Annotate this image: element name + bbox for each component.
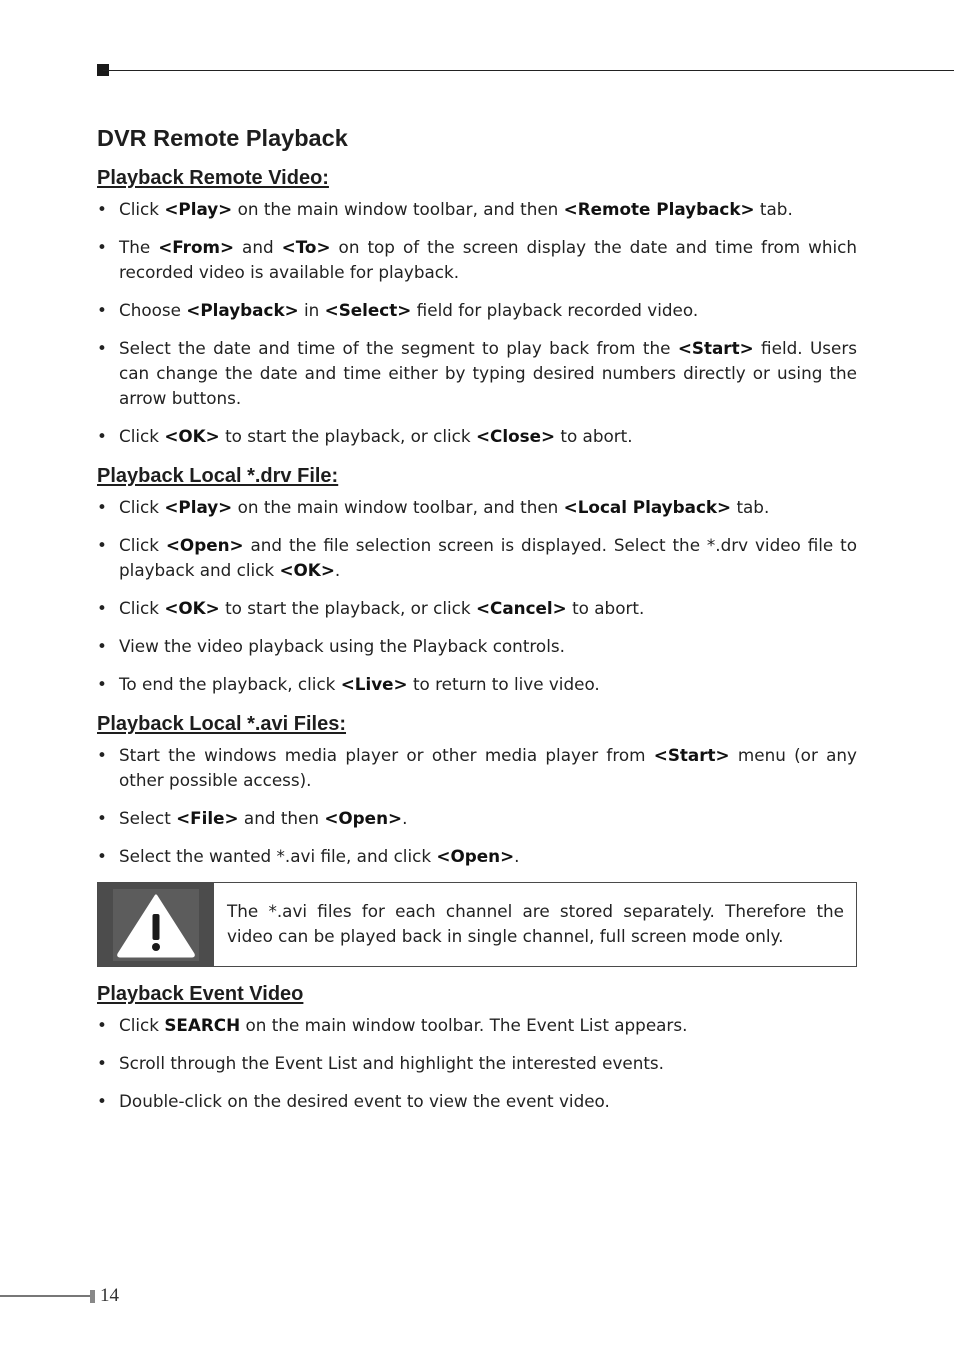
ui-term: <Open> [436, 846, 515, 866]
list-item: • Double-click on the desired event to view the event video. [97, 1089, 857, 1114]
list-item: • View the video playback using the Playback controls. [97, 634, 857, 659]
ui-term: <From> [158, 237, 235, 257]
list-item: • Click SEARCH on the main window toolbar. The Event List appears. [97, 1013, 857, 1038]
local-drv-steps [97, 495, 857, 697]
footer-tick [90, 1290, 95, 1303]
ui-term: <File> [176, 808, 239, 828]
header-rule [103, 70, 954, 71]
section-heading-event-video: Playback Event Video [97, 983, 304, 1005]
list-item: • Choose <Playback> in <Select> field for playback recorded video. [97, 298, 857, 323]
list-item: • Click <OK> to start the playback, or click <Cancel> to abort. [97, 596, 857, 621]
ui-term: <Close> [475, 426, 556, 446]
remote-video-steps [97, 197, 857, 449]
ui-term: SEARCH [164, 1015, 241, 1035]
note-text: The *.avi files for each channel are stored separately. Therefore the video can be played back in single channel, full screen mode only. [227, 901, 844, 946]
list-item: • Click <Play> on the main window toolbar, and then <Local Playback> tab. [97, 495, 857, 520]
ui-term: <Remote Playback> [563, 199, 755, 219]
event-video-steps [97, 1013, 857, 1114]
ui-term: <Play> [164, 199, 233, 219]
list-item: • Click <OK> to start the playback, or click <Close> to abort. [97, 424, 857, 449]
local-avi-steps [97, 743, 857, 869]
warning-note [97, 882, 857, 967]
page-content [97, 122, 857, 1127]
section-heading-local-avi: Playback Local *.avi Files: [97, 713, 347, 735]
list-item: • Select the date and time of the segment to play back from the <Start> field. Users can change the date and time either by typing desired numbers directly or using the arrow buttons. [97, 336, 857, 411]
ui-term: <OK> [164, 598, 220, 618]
page-title: DVR Remote Playback [97, 125, 348, 151]
ui-term: <Open> [165, 535, 244, 555]
footer-rule [0, 1295, 90, 1297]
ui-term: <Open> [324, 808, 403, 828]
ui-term: <To> [281, 237, 331, 257]
list-item: • Click <Play> on the main window toolbar, and then <Remote Playback> tab. [97, 197, 857, 222]
ui-term: <Play> [164, 497, 233, 517]
list-item: • The <From> and <To> on top of the screen display the date and time from which recorded video is available for playback. [97, 235, 857, 285]
list-item: • To end the playback, click <Live> to return to live video. [97, 672, 857, 697]
ui-term: <Start> [677, 338, 754, 358]
section-heading-remote-video: Playback Remote Video: [97, 167, 329, 189]
list-item: • Click <Open> and the file selection screen is displayed. Select the *.drv video file to playback and click <OK>. [97, 533, 857, 583]
ui-term: <Playback> [186, 300, 299, 320]
ui-term: <Live> [340, 674, 408, 694]
ui-term: <OK> [164, 426, 220, 446]
warning-icon [115, 892, 197, 958]
ui-term: <Cancel> [475, 598, 567, 618]
ui-term: <Start> [653, 745, 730, 765]
ui-term: <OK> [279, 560, 335, 580]
ui-term: <Local Playback> [563, 497, 732, 517]
list-item: • Select the wanted *.avi file, and click <Open>. [97, 844, 857, 869]
section-heading-local-drv: Playback Local *.drv File: [97, 465, 339, 487]
page-number: 14 [100, 1285, 119, 1306]
list-item: • Select <File> and then <Open>. [97, 806, 857, 831]
note-icon-panel [98, 883, 214, 966]
list-item: • Start the windows media player or other media player from <Start> menu (or any other possible access). [97, 743, 857, 793]
ui-term: <Select> [324, 300, 412, 320]
list-item: • Scroll through the Event List and highlight the interested events. [97, 1051, 857, 1076]
